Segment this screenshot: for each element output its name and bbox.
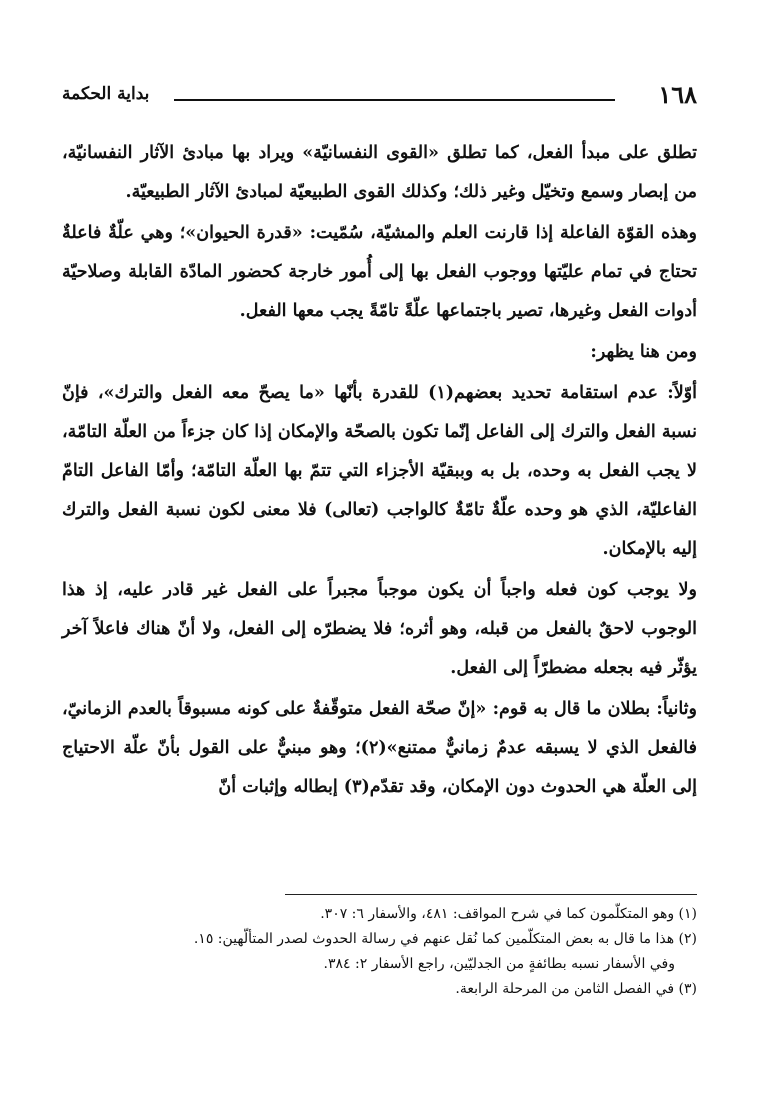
paragraph: أوّلاً: عدم استقامة تحديد بعضهم(١) للقدرة بأنّها «ما يصحّ معه الفعل والترك»، فإنّ نسبة الفعل والترك إلى الفاعل إنّما تكون بالصحّة والإمكان إذا كان جزءاً من العلّة التامّة، لا يجب الفعل به وحده، بل به وببقيّة الأجزاء التي تتمّ بها العلّة التامّة؛ وأمّا الفاعل التامّ الفاعليّة، الذي هو وحده علّةٌ تامّةٌ كالواجب (تعالى) فلا معنى لكون نسبة الفعل والترك إليه بالإمكان.: [62, 383, 697, 559]
header-rule: [174, 99, 615, 101]
page-number: ١٦٨: [658, 80, 697, 109]
footnote: (٣) في الفصل الثامن من المرحلة الرابعة.: [455, 981, 697, 997]
page-header: [62, 80, 697, 120]
footnote-continuation: وفي الأسفار نسبه بطائفةٍ من الجدليّين، راجع الأسفار ٢: ٣٨٤.: [323, 956, 675, 972]
footnotes: [62, 902, 697, 1002]
paragraph: ولا يوجب كون فعله واجباً أن يكون موجباً مجبراً على الفعل غير قادر عليه، إذ هذا الوجوب لاحقٌ بالفعل من قبله، وهو أثره؛ فلا يضطرّه إلى الفعل، ولا أنّ هناك فاعلاً آخر يؤثّر فيه بجعله مضطرّاً إلى الفعل.: [62, 580, 697, 678]
paragraph: ومن هنا يظهر:: [590, 342, 697, 362]
footnote: (١) وهو المتكلّمون كما في شرح المواقف: ٤٨١، والأسفار ٦: ٣٠٧.: [320, 906, 697, 922]
paragraph: وثانياً: بطلان ما قال به قوم: «إنّ صحّة الفعل متوقّفةٌ على كونه مسبوقاً بالعدم الزمانيّ، فالفعل الذي لا يسبقه عدمٌ زمانيٌّ ممتنع»(٢)؛ وهو مبنيٌّ على القول بأنّ علّة الاحتياج إلى العلّة هي الحدوث دون الإمكان، وقد تقدّم(٣) إبطاله وإثبات أنّ: [62, 699, 697, 797]
footnote: (٢) هذا ما قال به بعض المتكلّمين كما نُقل عنهم في رسالة الحدوث لصدر المتألّهين: ١٥.: [193, 931, 697, 947]
book-title: بداية الحكمة: [62, 84, 150, 104]
body-text: [62, 134, 697, 809]
paragraph: وهذه القوّة الفاعلة إذا قارنت العلم والمشيّة، سُمّيت: «قدرة الحيوان»؛ وهي علّةٌ فاعلةٌ تحتاج في تمام عليّتها ووجوب الفعل بها إلى أُمور خارجة كحضور المادّة القابلة وصلاحيّة أدوات الفعل وغيرها، تصير باجتماعها علّةً تامّةً يجب معها الفعل.: [62, 223, 697, 321]
footnote-rule: [285, 894, 697, 895]
paragraph: تطلق على مبدأ الفعل، كما تطلق «القوى النفسانيّة» ويراد بها مبادئ الآثار النفسانيّة، من إبصار وسمع وتخيّل وغير ذلك؛ وكذلك القوى الطبيعيّة لمبادئ الآثار الطبيعيّة.: [62, 143, 697, 202]
